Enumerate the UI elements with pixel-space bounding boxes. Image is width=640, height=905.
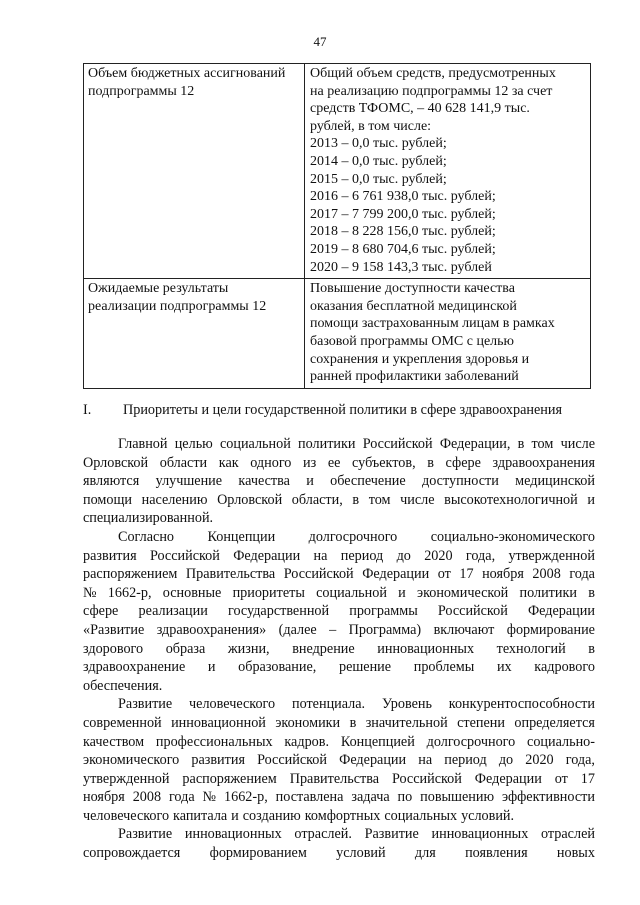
subprogram-passport-table — [83, 63, 591, 389]
row-value-line: 2017 – 7 799 200,0 тыс. рублей; — [310, 206, 496, 222]
paragraph-line: качеством профессиональных кадров. Концепцией долгосрочного социально- — [83, 733, 595, 750]
paragraph-line: распоряжением Правительства Российской Федерации от 17 ноября 2008 года — [83, 566, 595, 583]
paragraph-line: здравоохранение и образование, решение проблемы их кадрового — [83, 659, 595, 676]
row-value-line: 2019 – 8 680 704,6 тыс. рублей; — [310, 241, 496, 257]
paragraph-line: утвержденной распоряжением Правительства Российской Федерации от 17 — [83, 770, 595, 787]
paragraph — [83, 435, 595, 528]
paragraph-line: человеческого капитала и созданию комфортных социальных условий. — [83, 807, 515, 824]
row-value-line: 2020 – 9 158 143,3 тыс. рублей — [310, 259, 492, 275]
row-value-line: 2015 – 0,0 тыс. рублей; — [310, 171, 447, 187]
row-value-line: 2016 – 6 761 938,0 тыс. рублей; — [310, 189, 496, 205]
row-value-line: Повышение доступности качества — [310, 281, 515, 297]
row-label-line: Ожидаемые результаты — [88, 281, 229, 297]
row-label-cell — [84, 279, 305, 389]
paragraph-line: Орловской области как одного из ее субъектов, в сфере здравоохранения — [83, 454, 595, 471]
table-row — [84, 64, 591, 279]
row-value-line: помощи застрахованным лицам в рамках — [310, 316, 555, 332]
paragraph-line: № 1662-р, основные приоритеты социальной и экономической политики в — [83, 584, 595, 601]
row-label-line: Объем бюджетных ассигнований — [88, 66, 286, 81]
paragraph-line: экономического развития Российской Федерации на период до 2020 года, — [83, 752, 595, 769]
paragraph-line: Развитие инновационных отраслей. Развитие инновационных отраслей — [118, 826, 595, 843]
row-value-line: оказания бесплатной медицинской — [310, 298, 517, 314]
row-value-line: сохранения и укрепления здоровья и — [310, 351, 530, 367]
paragraph-line: Развитие человеческого потенциала. Уровень конкурентоспособности — [118, 696, 595, 713]
row-label-line: реализации подпрограммы 12 — [88, 298, 267, 314]
row-value-line: средств ТФОМС, – 40 628 141,9 тыс. — [310, 101, 530, 117]
paragraph-line: здорового образа жизни, внедрение инновационных технологий в — [83, 640, 595, 657]
paragraph-line: сфере реализации государственной программы Российской Федерации — [83, 603, 595, 620]
paragraph — [83, 825, 595, 862]
row-value-cell — [305, 279, 591, 389]
paragraph-line: современной инновационной экономики в значительной степени определяется — [83, 714, 595, 731]
page-number: 47 — [313, 34, 327, 49]
row-value-line: рублей, в том числе: — [310, 118, 432, 134]
paragraph-line: «Развитие здравоохранения» (далее – Программа) включают формирование — [83, 621, 595, 638]
row-value-line: 2014 – 0,0 тыс. рублей; — [310, 153, 447, 169]
section-heading — [83, 402, 603, 419]
section-title: Приоритеты и цели государственной политики в сфере здравоохранения — [123, 402, 563, 418]
row-value-line: 2013 – 0,0 тыс. рублей; — [310, 136, 447, 152]
row-label-line: подпрограммы 12 — [88, 83, 195, 99]
section-number: I. — [83, 402, 92, 418]
row-value-line: на реализацию подпрограммы 12 за счет — [310, 83, 553, 99]
row-value-line: ранней профилактики заболеваний — [310, 369, 519, 385]
paragraph-line: помощи населению Орловской области, в том числе высокотехнологичной и — [83, 491, 595, 508]
row-value-cell — [305, 64, 591, 279]
paragraph-line: обеспечения. — [83, 677, 163, 694]
table-row — [84, 279, 591, 389]
paragraph — [83, 695, 595, 825]
paragraph-line: развития Российской Федерации на период до 2020 года, утвержденной — [83, 547, 595, 564]
row-value-line: 2018 – 8 228 156,0 тыс. рублей; — [310, 224, 496, 240]
row-value-line: базовой программы ОМС с целью — [310, 333, 515, 349]
paragraph-line: сопровождается формированием условий для появления новых — [83, 845, 595, 862]
paragraph-line: Согласно Концепции долгосрочного социально-экономического — [118, 528, 595, 545]
paragraph-line: ноября 2008 года № 1662-р, поставлена задача по повышению эффективности — [83, 789, 595, 806]
body-text — [83, 435, 595, 863]
paragraph-line: являются улучшение качества и обеспечение доступности медицинской — [83, 473, 595, 490]
row-value-line: Общий объем средств, предусмотренных — [310, 66, 556, 81]
paragraph — [83, 528, 595, 695]
paragraph-line: Главной целью социальной политики Российской Федерации, в том числе — [118, 436, 595, 452]
paragraph-line: специализированной. — [83, 510, 214, 527]
row-label-cell — [84, 64, 305, 279]
